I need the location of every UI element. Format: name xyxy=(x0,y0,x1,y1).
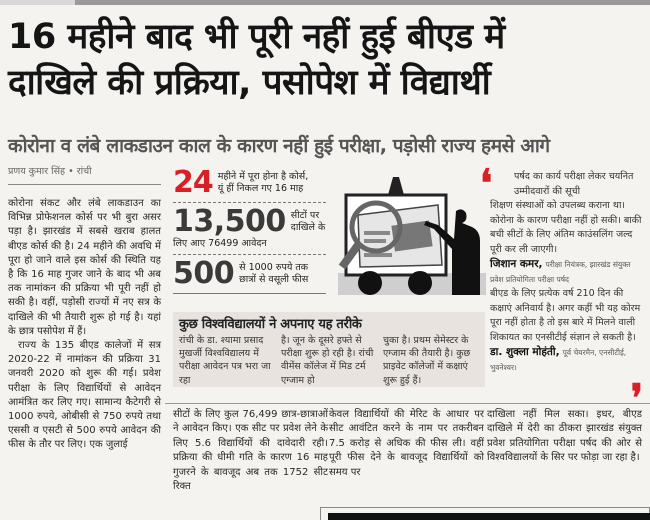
stat-number: 24 xyxy=(173,165,213,200)
box-column-2: है। जून के दूसरे हफ्ते से परीक्षा शुरू हो रही है। रांची वीमेंस कॉलेज में मिड टर्म एग्जाम हो xyxy=(281,335,374,386)
stat-label: से 1000 रुपये तक छात्रों से वसूली फीस xyxy=(239,262,309,285)
top-rule-accent xyxy=(0,0,75,5)
sidebar-box-university-methods xyxy=(173,312,485,387)
paragraph-2: राज्य के 135 बीएड कालेजों में सत्र 2020-22 में नामांकन की प्रक्रिया 31 जनवरी 2020 को शुरू की गई। प्रवेश परीक्षा के लिए विद्यार्थियों से आवेदन आमंत्रित कर लिए गए। सामान्य कैटेगरी से 1000 रुपये, ओबीसी से 750 रुपये तथा एससी व एसटी से 500 रुपये आवेदन की फीस के तौर पर लिए। एक जुलाई xyxy=(8,340,161,451)
box-column-1: रांची के डा. श्यामा प्रसाद मुखर्जी विश्वविद्यालय में परीक्षा आवेदन पत्र भरा जा रहा xyxy=(179,335,271,386)
subheadline: कोरोना व लंबे लाकडाउन काल के कारण नहीं हुई परीक्षा, पड़ोसी राज्य हमसे आगे xyxy=(8,135,550,157)
top-rule xyxy=(0,0,650,5)
quote-text-2: बीएड के लिए प्रत्येक वर्ष 210 दिन की कक्षाएं अनिवार्य है। अगर कहीं भी यह कोरम पूरा नहीं होता है तो इस बारे में मिलने वाली शिकायत का एनसीटीई संज्ञान ले सकती है। xyxy=(490,288,641,343)
stat-label: महीने में पूरा होना है कोर्स, यूं हीं निकल गए 16 माह xyxy=(217,171,309,194)
quote-close-icon: ❜ xyxy=(630,375,643,420)
quote-author-role-2: पूर्व चेयरमैन, एनसीटीई, भुवनेश्वर। xyxy=(490,348,627,372)
stat-label: सीटों पर दाखिले के xyxy=(290,210,326,233)
article-column-3: केवल विद्यार्थियों की मेरिट के आधार पर सीट आवंटित करने के नाम पर तकरीबन 7.5 करोड़ से अधिक की फीस ली। वहीं पूरी फीस देने के बावजूद विद्यार्थियों को समय पर xyxy=(329,409,484,478)
stat-24-months xyxy=(173,165,326,200)
stat-500-fee xyxy=(173,256,326,291)
quote-text: शिक्षण संस्थाओं को उपलब्ध कराना था। कोरोना के कारण परीक्षा नहीं हो सकी। बाकी बची सीटों के लिए अंतिम काउंसलिंग जल्द पूरी कर ली जाएगी। xyxy=(490,200,642,255)
article-body xyxy=(8,197,161,453)
article-column-2: सीटों के लिए कुल 76,499 छात्र-छात्राओं ने आवेदन किए। एक सीट पर प्रवेश लेने के लिए 5.6 विद्यार्थियों की दावेदारी रही। प्रक्रिया की धीमी गति के कारण 16 माह गुजरने के बावजूद अब तक 1752 सीट रिक्त xyxy=(173,409,328,493)
quote-author-name-2: डा. शुक्ला मोहंती, xyxy=(490,346,560,358)
stat-number: 500 xyxy=(173,256,235,291)
presenter-magnifier-icon xyxy=(338,175,486,295)
quote-author-role: परीक्षा नियंत्रक, झारखंड संयुक्त प्रवेश प्रतियोगिता परीक्षा पर्षद xyxy=(490,260,631,284)
article-column-1 xyxy=(8,164,161,453)
box-title: कुछ विश्वविद्यालयों ने अपनाए यह तरीके xyxy=(179,317,362,332)
quote-author-name: जिशान कमर, xyxy=(490,258,543,270)
stats-bottom-rule xyxy=(173,293,326,294)
box-column-3: चुका है। प्रथम सेमेस्टर के एग्जाम की तैयारी है। कुछ प्राइवेट कॉलेजों में कक्षाएं शुरू हुई हैं। xyxy=(383,335,471,386)
next-story-bar xyxy=(328,513,650,520)
headline-line-2: दाखिले की प्रक्रिया, पसोपेश में विद्यार्थी xyxy=(8,63,491,103)
stat-13500-seats xyxy=(173,204,326,239)
section-divider xyxy=(165,403,650,404)
stat-tail: लिए आए 76499 आवेदन xyxy=(173,238,267,249)
quote-text-first: पर्षद का कार्य परीक्षा लेकर चयनित उम्मीदवारों की सूची xyxy=(514,171,634,197)
stat-divider xyxy=(173,202,326,203)
headline-line-1: 16 महीने बाद भी पूरी नहीं हुई बीएड में xyxy=(8,17,505,57)
stat-divider xyxy=(173,254,326,255)
quote-open-icon: ❛ xyxy=(480,160,493,205)
presenter-illustration xyxy=(338,175,486,295)
paragraph-1: कोरोना संकट और लंबे लाकडाउन का विभिन्न प्रोफेशनल कोर्स पर भी बुरा असर पड़ा है। झारखंड में सबसे खराब हालत बीएड कोर्स की है। 24 महीने की अवधि में पूरा हो जाने वाले इस कोर्स की स्थिति यह है कि 16 माह गुजर जाने के बाद भी अब तक नामांकन की प्रक्रिया भी पूरी नहीं हो सकी है। वहीं, पड़ोसी राज्यों में नए सत्र के दाखिले की भी तैयारी शुरू हो गई है। यहां के छात्र पसोपेश में हैं। xyxy=(8,198,161,337)
pull-quote-official xyxy=(480,160,645,420)
headline xyxy=(8,14,648,106)
article-column-4: दाखिला नहीं मिल सका। इधर, बीएड दाखिले में देरी का ठीकरा झारखंड संयुक्त प्रवेश प्रतियोगिता परीक्षा पर्षद की ओर से विश्वविद्यालयों के सिर पर फोड़ा जा रहा है। xyxy=(487,409,642,464)
stats-panel xyxy=(173,165,326,294)
stat-number: 13,500 xyxy=(173,204,286,239)
byline: प्रणय कुमार सिंह • रांची xyxy=(8,164,161,185)
